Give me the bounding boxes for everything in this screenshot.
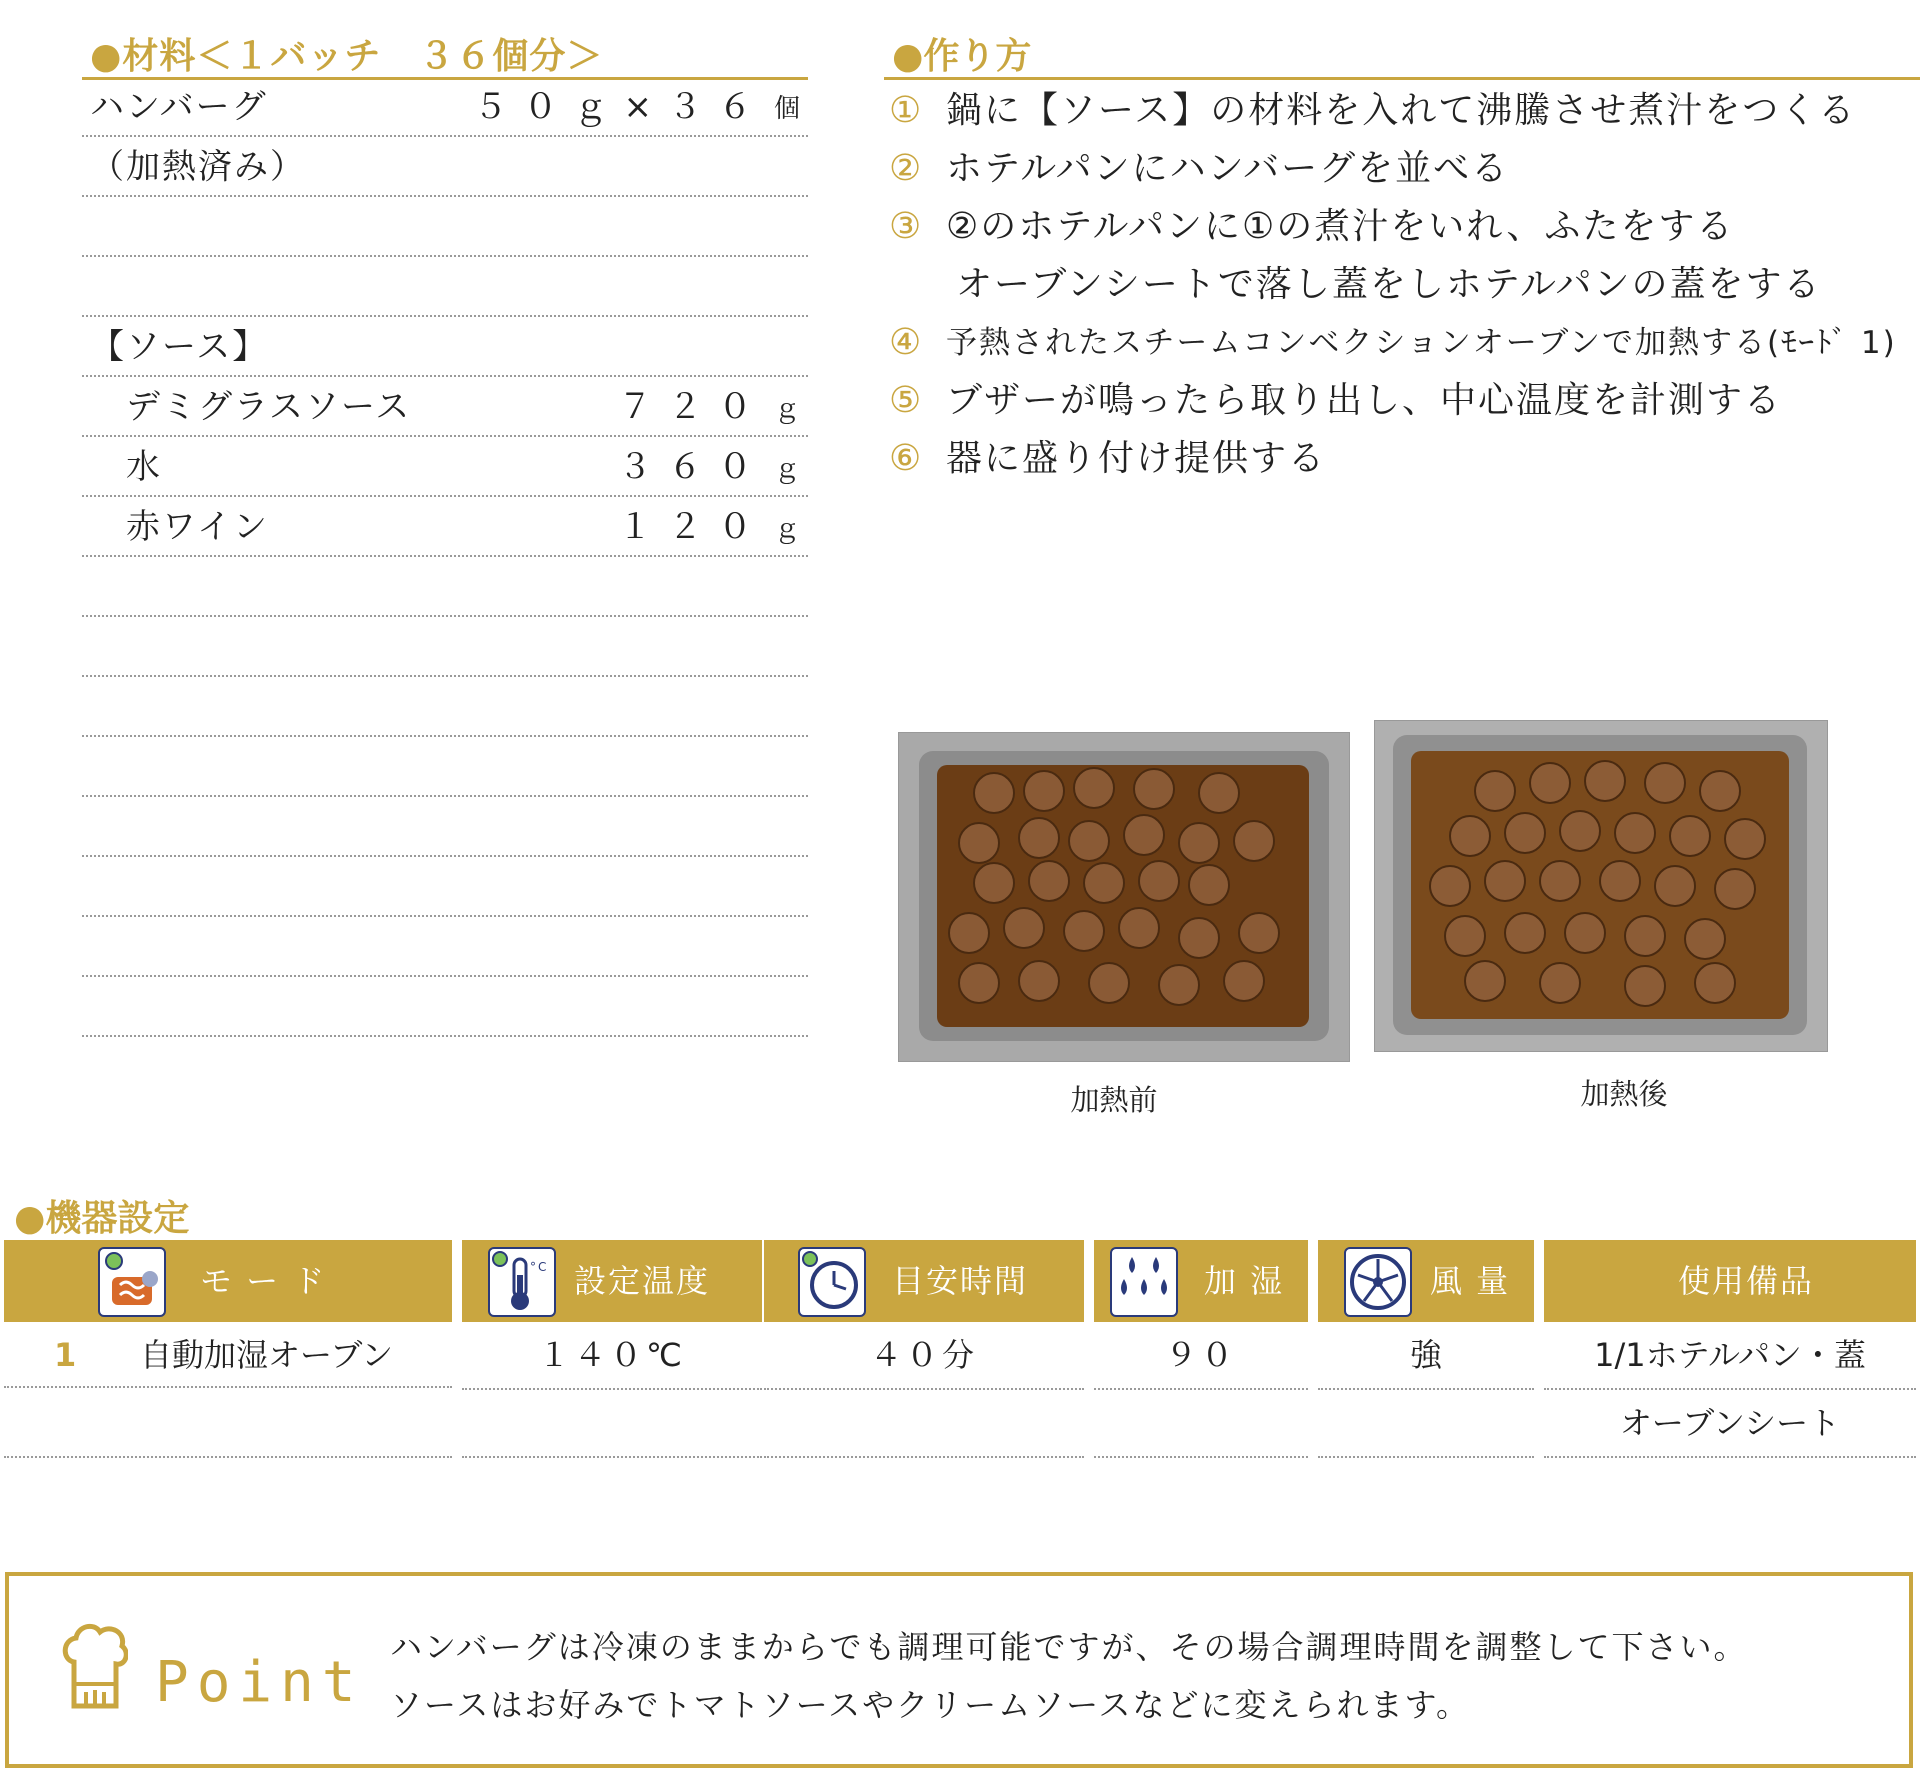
header-equipment-label: 使用備品	[1678, 1262, 1815, 1300]
ingredient-row	[82, 860, 808, 917]
ingredient-row	[82, 980, 808, 1037]
step-item	[884, 82, 1914, 140]
ingredient-row	[82, 440, 808, 497]
header-temp	[462, 1240, 762, 1322]
settings-row2-fan	[1318, 1390, 1534, 1458]
ingredient-row	[82, 200, 808, 257]
chef-hat-icon	[60, 1622, 128, 1714]
settings-humidity-value: ９０	[1094, 1322, 1308, 1390]
ingredient-row	[82, 620, 808, 677]
step-text: 鍋に【ソース】の材料を入れて沸騰させ煮汁をつくる	[946, 90, 1857, 131]
ingredient-name: 赤ワイン	[126, 507, 269, 547]
ingredient-quantity: ５０ｇ×３６	[473, 87, 768, 127]
header-mode-label: モ ー ド	[200, 1262, 327, 1300]
ingredient-row	[82, 680, 808, 737]
settings-row2-time	[764, 1390, 1084, 1458]
step-text: ②のホテルパンに①の煮汁をいれ、ふたをする	[946, 206, 1735, 247]
settings-fan-value: 強	[1318, 1322, 1534, 1390]
ingredient-row	[82, 320, 808, 377]
step-number: ⑤	[889, 380, 924, 421]
photo-after-caption: 加熱後	[1580, 1077, 1668, 1111]
step-item	[884, 430, 1914, 488]
photo-after-image	[1375, 721, 1827, 1051]
clock-icon	[798, 1247, 866, 1317]
ingredient-unit: ｇ	[773, 394, 800, 424]
step-item	[884, 256, 1914, 314]
step-number: ⑥	[889, 438, 924, 479]
thermometer-icon	[488, 1247, 556, 1317]
header-humidity	[1094, 1240, 1308, 1322]
step-text: 予熱されたスチームコンベクションオーブンで加熱する(ﾓｰﾄﾞ 1)	[946, 325, 1897, 361]
ingredient-quantity: １２０	[618, 507, 768, 547]
steps-title: ●作り方	[892, 36, 1032, 77]
ingredient-row	[82, 140, 808, 197]
water-drops-icon	[1110, 1247, 1178, 1317]
header-time-label: 目安時間	[892, 1262, 1029, 1300]
ingredient-name: 【ソース】	[90, 327, 269, 367]
photo-before-heating	[898, 732, 1350, 1062]
photo-after-heating	[1374, 720, 1828, 1052]
ingredient-quantity: ３６０	[618, 447, 768, 487]
ingredient-row	[82, 80, 808, 137]
settings-mode-value: 自動加湿オーブン	[4, 1322, 452, 1388]
ingredients-list	[82, 80, 808, 1040]
step-item	[884, 140, 1914, 198]
settings-equipment-value-2: オーブンシート	[1544, 1390, 1916, 1458]
header-temp-label: 設定温度	[574, 1262, 711, 1300]
point-label: Point	[155, 1650, 364, 1715]
settings-row2-mode	[4, 1390, 452, 1458]
point-line-2: ソースはお好みでトマトソースやクリームソースなどに変えられます。	[390, 1686, 1471, 1724]
step-number: ③	[889, 206, 924, 247]
step-text: ブザーが鳴ったら取り出し、中心温度を計測する	[946, 380, 1783, 421]
svg-text:°C: °C	[530, 1260, 549, 1274]
steps-title-rule	[884, 77, 1920, 80]
step-text: オーブンシートで落し蓋をしホテルパンの蓋をする	[956, 264, 1822, 305]
settings-title: ●機器設定	[14, 1198, 190, 1239]
header-fan-label: 風 量	[1430, 1262, 1511, 1300]
ingredient-name: デミグラスソース	[126, 387, 412, 427]
step-item	[884, 372, 1914, 430]
ingredient-row	[82, 560, 808, 617]
ingredients-title: ●材料＜１バッチ ３６個分＞	[90, 36, 604, 77]
steps-list	[884, 82, 1914, 488]
ingredient-name: 水	[126, 447, 162, 487]
fan-icon	[1344, 1247, 1412, 1317]
header-equipment	[1544, 1240, 1916, 1322]
ingredient-unit: ｇ	[773, 454, 800, 484]
step-number: ④	[889, 322, 924, 363]
ingredient-row	[82, 800, 808, 857]
header-fan	[1318, 1240, 1534, 1322]
ingredient-name: ハンバーグ	[90, 87, 268, 127]
step-item	[884, 198, 1914, 256]
ingredient-row	[82, 740, 808, 797]
ingredient-unit: ｇ	[773, 514, 800, 544]
steam-mode-icon	[98, 1247, 166, 1317]
ingredient-unit: 個	[773, 94, 800, 124]
settings-temp-value: １４０℃	[462, 1322, 762, 1390]
header-time	[764, 1240, 1084, 1322]
header-humidity-label: 加 湿	[1204, 1262, 1285, 1300]
photo-before-caption: 加熱前	[1070, 1083, 1158, 1117]
ingredient-name: （加熱済み）	[90, 147, 306, 187]
settings-row2-humidity	[1094, 1390, 1308, 1458]
photo-before-image	[899, 733, 1349, 1061]
settings-row-index: 1	[54, 1336, 77, 1374]
ingredient-quantity: ７２０	[618, 387, 768, 427]
ingredient-row	[82, 380, 808, 437]
step-text: ホテルパンにハンバーグを並べる	[946, 148, 1510, 189]
settings-equipment-value-1: 1/1ホテルパン・蓋	[1544, 1322, 1916, 1390]
settings-row2-temp	[462, 1390, 762, 1458]
ingredient-row	[82, 260, 808, 317]
step-text: 器に盛り付け提供する	[946, 438, 1327, 479]
header-mode	[4, 1240, 452, 1322]
step-item	[884, 314, 1914, 372]
step-number: ①	[889, 90, 924, 131]
ingredient-row	[82, 920, 808, 977]
ingredient-row	[82, 500, 808, 557]
step-number: ②	[889, 148, 924, 189]
point-line-1: ハンバーグは冷凍のままからでも調理可能ですが、その場合調理時間を調整して下さい。	[390, 1628, 1748, 1666]
settings-time-value: ４０分	[764, 1322, 1084, 1390]
